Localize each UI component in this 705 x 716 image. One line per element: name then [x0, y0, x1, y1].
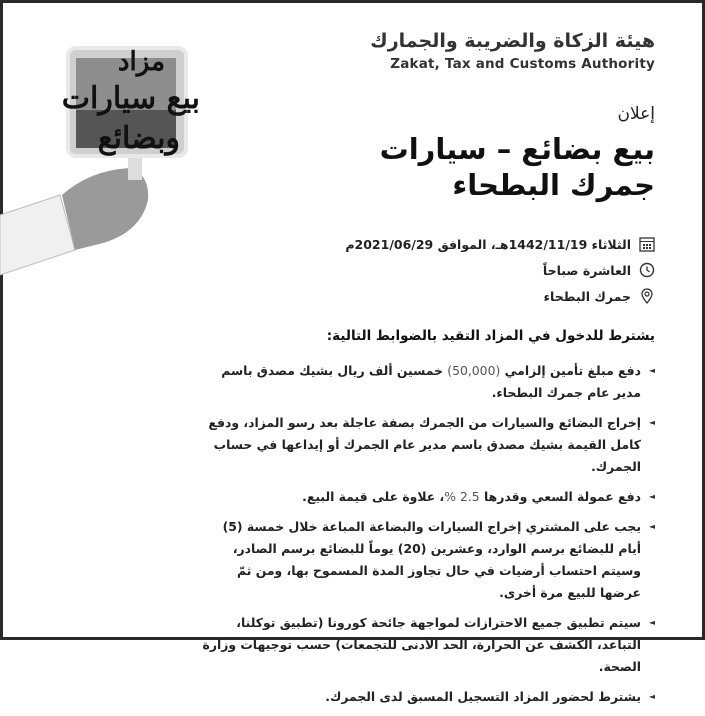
list-item [200, 516, 655, 604]
list-item [200, 686, 655, 708]
item-text: خمسين ألف ريال بشيك مصدق باسم مدير عام جمرك البطحاء. [221, 363, 641, 400]
announcement-subtitle: جمرك البطحاء [452, 168, 655, 202]
list-item [200, 360, 655, 404]
svg-text:مزاد: مزاد [117, 47, 165, 77]
item-number: (50,000) [447, 363, 501, 378]
item-text: ، علاوة على قيمة البيع. [302, 489, 445, 504]
auction-sign-illustration [0, 0, 240, 280]
authority-name-english: Zakat, Tax and Customs Authority [390, 56, 655, 72]
time-row [543, 262, 655, 278]
auction-time: العاشرة صباحاً [542, 262, 631, 278]
list-item [200, 612, 655, 678]
item-text: يشترط لحضور المزاد التسجيل المسبق لدى الجمرك. [325, 689, 641, 704]
calendar-icon [639, 236, 655, 252]
bullet-arrow-icon: ◄ [648, 522, 655, 531]
item-text: دفع مبلغ تأمين إلزامي [500, 363, 641, 378]
svg-text:وبضائع: وبضائع [97, 121, 180, 156]
location-row [544, 288, 655, 304]
announcement-title: بيع بضائع – سيارات [379, 132, 655, 166]
authority-name-arabic: هيئة الزكاة والضريبة والجمارك [370, 30, 655, 52]
item-text: يجب على المشتري إخراج السيارات والبضاعة المباعة خلال خمسة (5) أيام للبضائع برسم الوارد، وعشرين (20) يوماً للبضائع برسم الصادر، وسيتم احتساب أرضيات في حال تجاوز المدة المسموح بها، ومن ثمّ عرضها للبيع مرة أخرى. [222, 519, 641, 600]
bullet-arrow-icon: ◄ [648, 366, 655, 375]
bullet-arrow-icon: ◄ [648, 418, 655, 427]
bullet-arrow-icon: ◄ [648, 692, 655, 701]
bullet-arrow-icon: ◄ [648, 492, 655, 501]
auction-date: الثلاثاء 1442/11/19هـ، الموافق 2021/06/29م [345, 236, 631, 252]
list-item [200, 412, 655, 478]
requirements-list [200, 360, 655, 716]
announcement-label: إعلان [617, 104, 655, 124]
location-pin-icon [639, 288, 655, 304]
bullet-arrow-icon: ◄ [648, 618, 655, 627]
list-item [200, 486, 655, 508]
requirements-heading: يشترط للدخول في المزاد التقيد بالضوابط التالية: [326, 328, 655, 344]
item-text: دفع عمولة السعي وقدرها [479, 489, 641, 504]
clock-icon [639, 262, 655, 278]
item-text: سيتم تطبيق جميع الاحترازات لمواجهة جائحة كورونا (تطبيق توكلنا، التباعد، الكشف عن الحرارة، الحد الأدنى للتجمعات) حسب توجيهات وزارة الصحة. [202, 615, 641, 674]
item-number: 2.5 % [444, 489, 480, 504]
date-row [345, 236, 655, 252]
svg-text:بيع سيارات: بيع سيارات [61, 81, 200, 116]
auction-location: جمرك البطحاء [543, 288, 631, 304]
item-text: إخراج البضائع والسيارات من الجمرك بصفة عاجلة بعد رسو المزاد، ودفع كامل القيمة بشيك مصدق باسم مدير عام الجمرك أو إيداعها في حساب الجمرك. [208, 415, 641, 474]
